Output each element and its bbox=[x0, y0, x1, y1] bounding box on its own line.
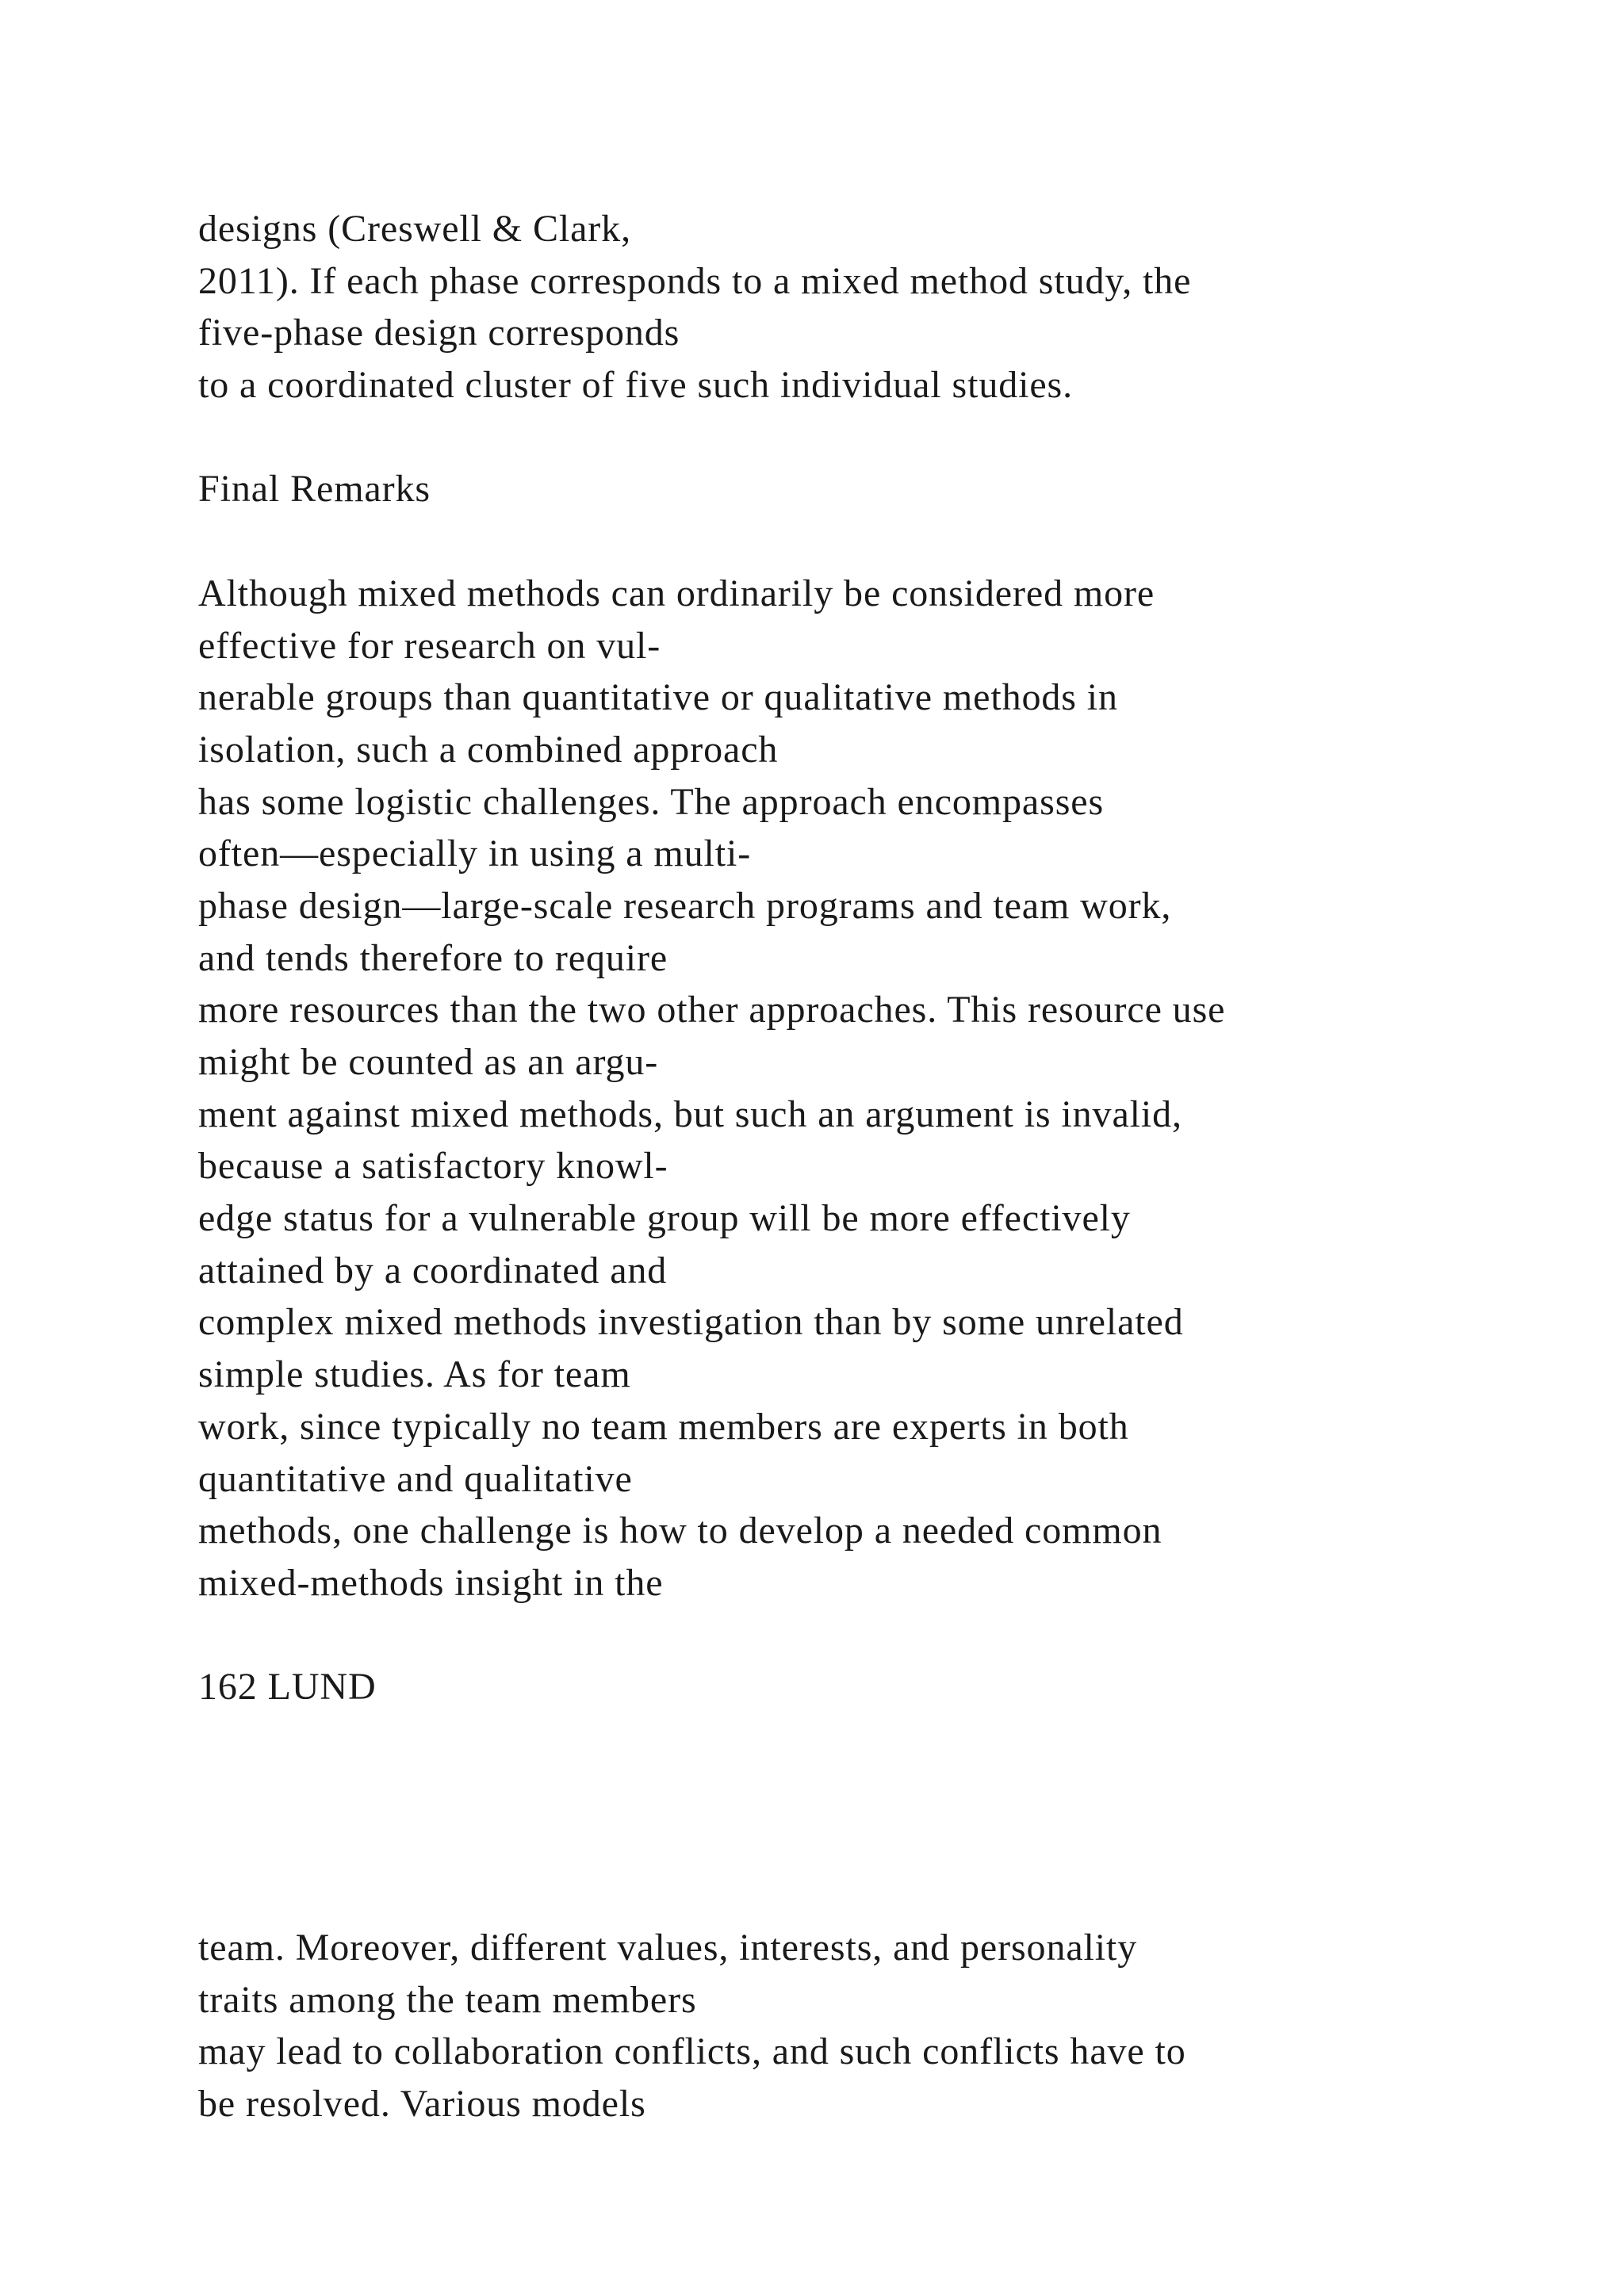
document-body bbox=[198, 203, 1594, 2130]
text-line: may lead to collaboration conflicts, and such conflicts have to bbox=[198, 2030, 1186, 2073]
text-line: attained by a coordinated and bbox=[198, 1249, 668, 1292]
text-line: more resources than the two other approaches. This resource use bbox=[198, 989, 1226, 1031]
text-line: five-phase design corresponds bbox=[198, 312, 680, 354]
text-line: edge status for a vulnerable group will be more effectively bbox=[198, 1197, 1131, 1240]
text-line: might be counted as an argu- bbox=[198, 1041, 659, 1083]
text-line: 2011). If each phase corresponds to a mixed method study, the bbox=[198, 259, 1192, 302]
text-line: has some logistic challenges. The approach encompasses bbox=[198, 780, 1105, 823]
blank-line bbox=[198, 515, 1594, 568]
blank-line bbox=[198, 1609, 1594, 1662]
text-line: traits among the team members bbox=[198, 1978, 697, 2021]
text-line: nerable groups than quantitative or qualitative methods in bbox=[198, 676, 1118, 719]
text-line: quantitative and qualitative bbox=[198, 1457, 633, 1500]
text-line: simple studies. As for team bbox=[198, 1353, 631, 1396]
text-line: be resolved. Various models bbox=[198, 2083, 646, 2125]
text-line: isolation, such a combined approach bbox=[198, 728, 779, 771]
text-line: team. Moreover, different values, interests, and personality bbox=[198, 1926, 1138, 1969]
text-line: designs (Creswell & Clark, bbox=[198, 208, 631, 250]
text-line: often—especially in using a multi- bbox=[198, 832, 752, 875]
blank-line bbox=[198, 411, 1594, 464]
text-line: work, since typically no team members are experts in both bbox=[198, 1405, 1129, 1448]
section-heading: Final Remarks bbox=[198, 468, 431, 511]
running-header: 162 LUND bbox=[198, 1666, 377, 1709]
text-line: and tends therefore to require bbox=[198, 936, 668, 979]
text-line: Although mixed methods can ordinarily be considered more bbox=[198, 572, 1155, 614]
text-line: complex mixed methods investigation than by some unrelated bbox=[198, 1301, 1184, 1344]
page-break bbox=[198, 1713, 1594, 1922]
text-line: mixed-methods insight in the bbox=[198, 1561, 664, 1604]
text-line: to a coordinated cluster of five such individual studies. bbox=[198, 364, 1074, 407]
text-line: because a satisfactory knowl- bbox=[198, 1145, 668, 1188]
text-line: phase design—large-scale research programs and team work, bbox=[198, 884, 1172, 927]
text-line: ment against mixed methods, but such an argument is invalid, bbox=[198, 1093, 1182, 1135]
text-line: methods, one challenge is how to develop a needed common bbox=[198, 1510, 1162, 1552]
text-line: effective for research on vul- bbox=[198, 624, 661, 667]
